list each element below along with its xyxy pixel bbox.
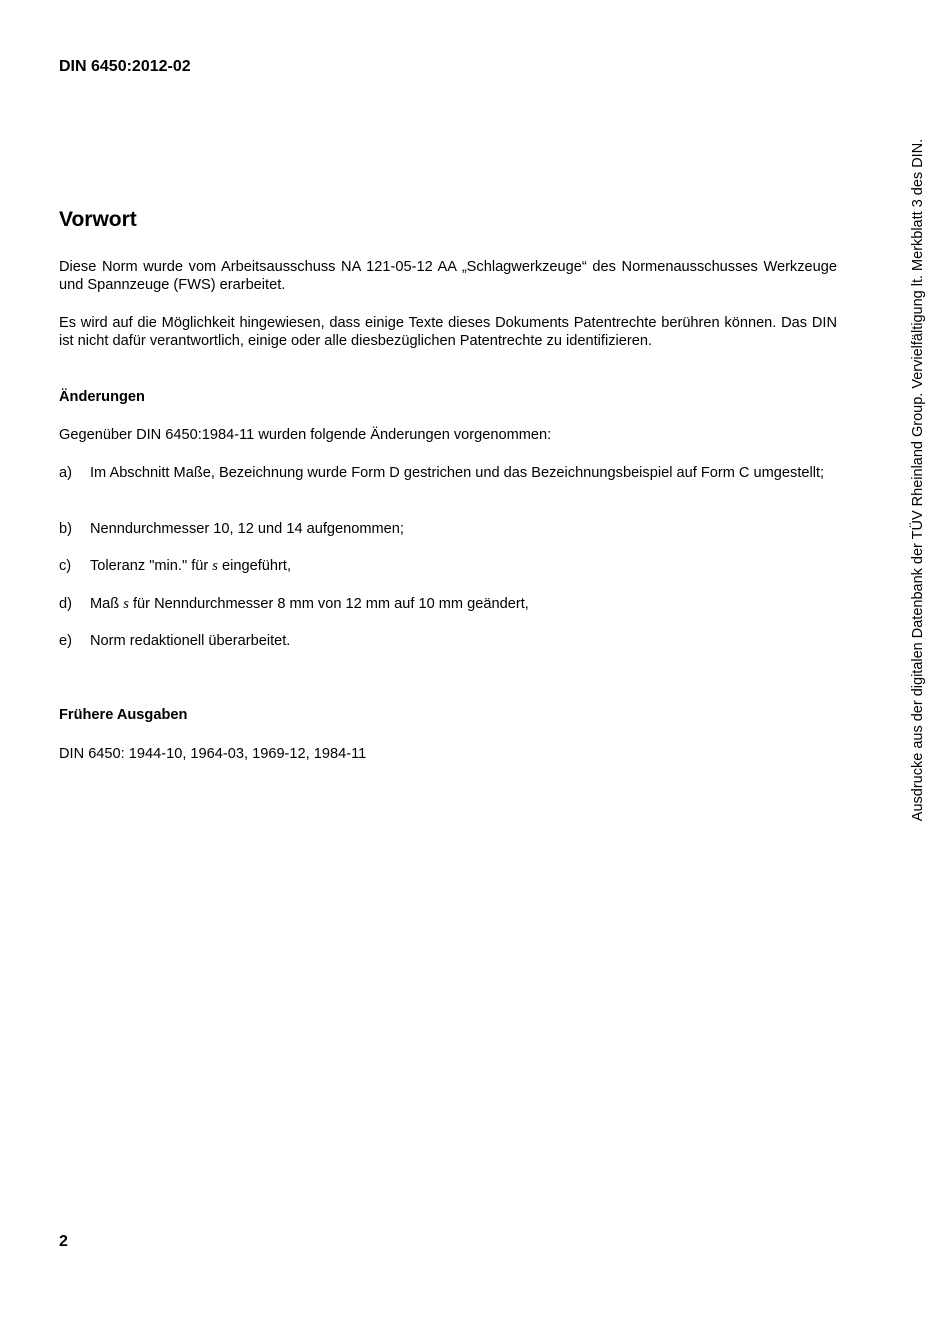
variable-s: s — [212, 558, 218, 574]
list-item-text — [90, 557, 837, 575]
document-id: DIN 6450:2012-02 — [59, 58, 191, 75]
change-item-e — [59, 632, 837, 650]
previous-editions-heading: Frühere Ausgaben — [59, 707, 188, 723]
changes-heading: Änderungen — [59, 389, 145, 405]
foreword-paragraph-1: Diese Norm wurde vom Arbeitsausschuss NA 121-05-12 AA „Schlagwerkzeuge“ des Normenausschusses Werkzeuge und Spannzeuge (FWS) erarbeitet. — [59, 259, 837, 293]
list-item-text: Im Abschnitt Maße, Bezeichnung wurde Form D gestrichen und das Bezeichnungsbeispiel auf Form C umgestellt; — [90, 465, 825, 481]
list-marker: b) — [59, 521, 72, 537]
side-watermark-note: Ausdrucke aus der digitalen Datenbank der TÜV Rheinland Group. Vervielfältigung lt. Merkblatt 3 des DIN. — [910, 138, 926, 822]
list-item-text: Norm redaktionell überarbeitet. — [90, 633, 291, 649]
list-marker: d) — [59, 596, 72, 612]
list-marker: e) — [59, 633, 72, 649]
text-segment: für Nenndurchmesser 8 mm von 12 mm auf 10 mm geändert, — [128, 596, 529, 612]
text-segment: Maß — [90, 596, 124, 612]
foreword-paragraph-2: Es wird auf die Möglichkeit hingewiesen, dass einige Texte dieses Dokuments Patentrechte berühren können. Das DIN ist nicht dafür verantwortlich, einige oder alle diesbezüglichen Patentrechte zu identifizieren. — [59, 315, 837, 349]
change-item-a — [59, 464, 837, 482]
foreword-heading: Vorwort — [59, 208, 137, 231]
change-item-b — [59, 520, 837, 538]
change-item-c — [59, 557, 837, 575]
list-marker: a) — [59, 465, 72, 481]
text-segment: eingeführt, — [217, 558, 292, 574]
change-item-d — [59, 595, 837, 613]
variable-s: s — [123, 596, 129, 612]
list-marker: c) — [59, 558, 72, 574]
previous-editions-text: DIN 6450: 1944-10, 1964-03, 1969-12, 1984-11 — [59, 746, 367, 762]
list-item-text: Nenndurchmesser 10, 12 und 14 aufgenommen; — [90, 521, 404, 537]
changes-intro: Gegenüber DIN 6450:1984-11 wurden folgende Änderungen vorgenommen: — [59, 427, 552, 443]
page-number: 2 — [59, 1233, 68, 1250]
list-item-text — [90, 595, 837, 613]
text-segment: Toleranz "min." für — [90, 558, 213, 574]
